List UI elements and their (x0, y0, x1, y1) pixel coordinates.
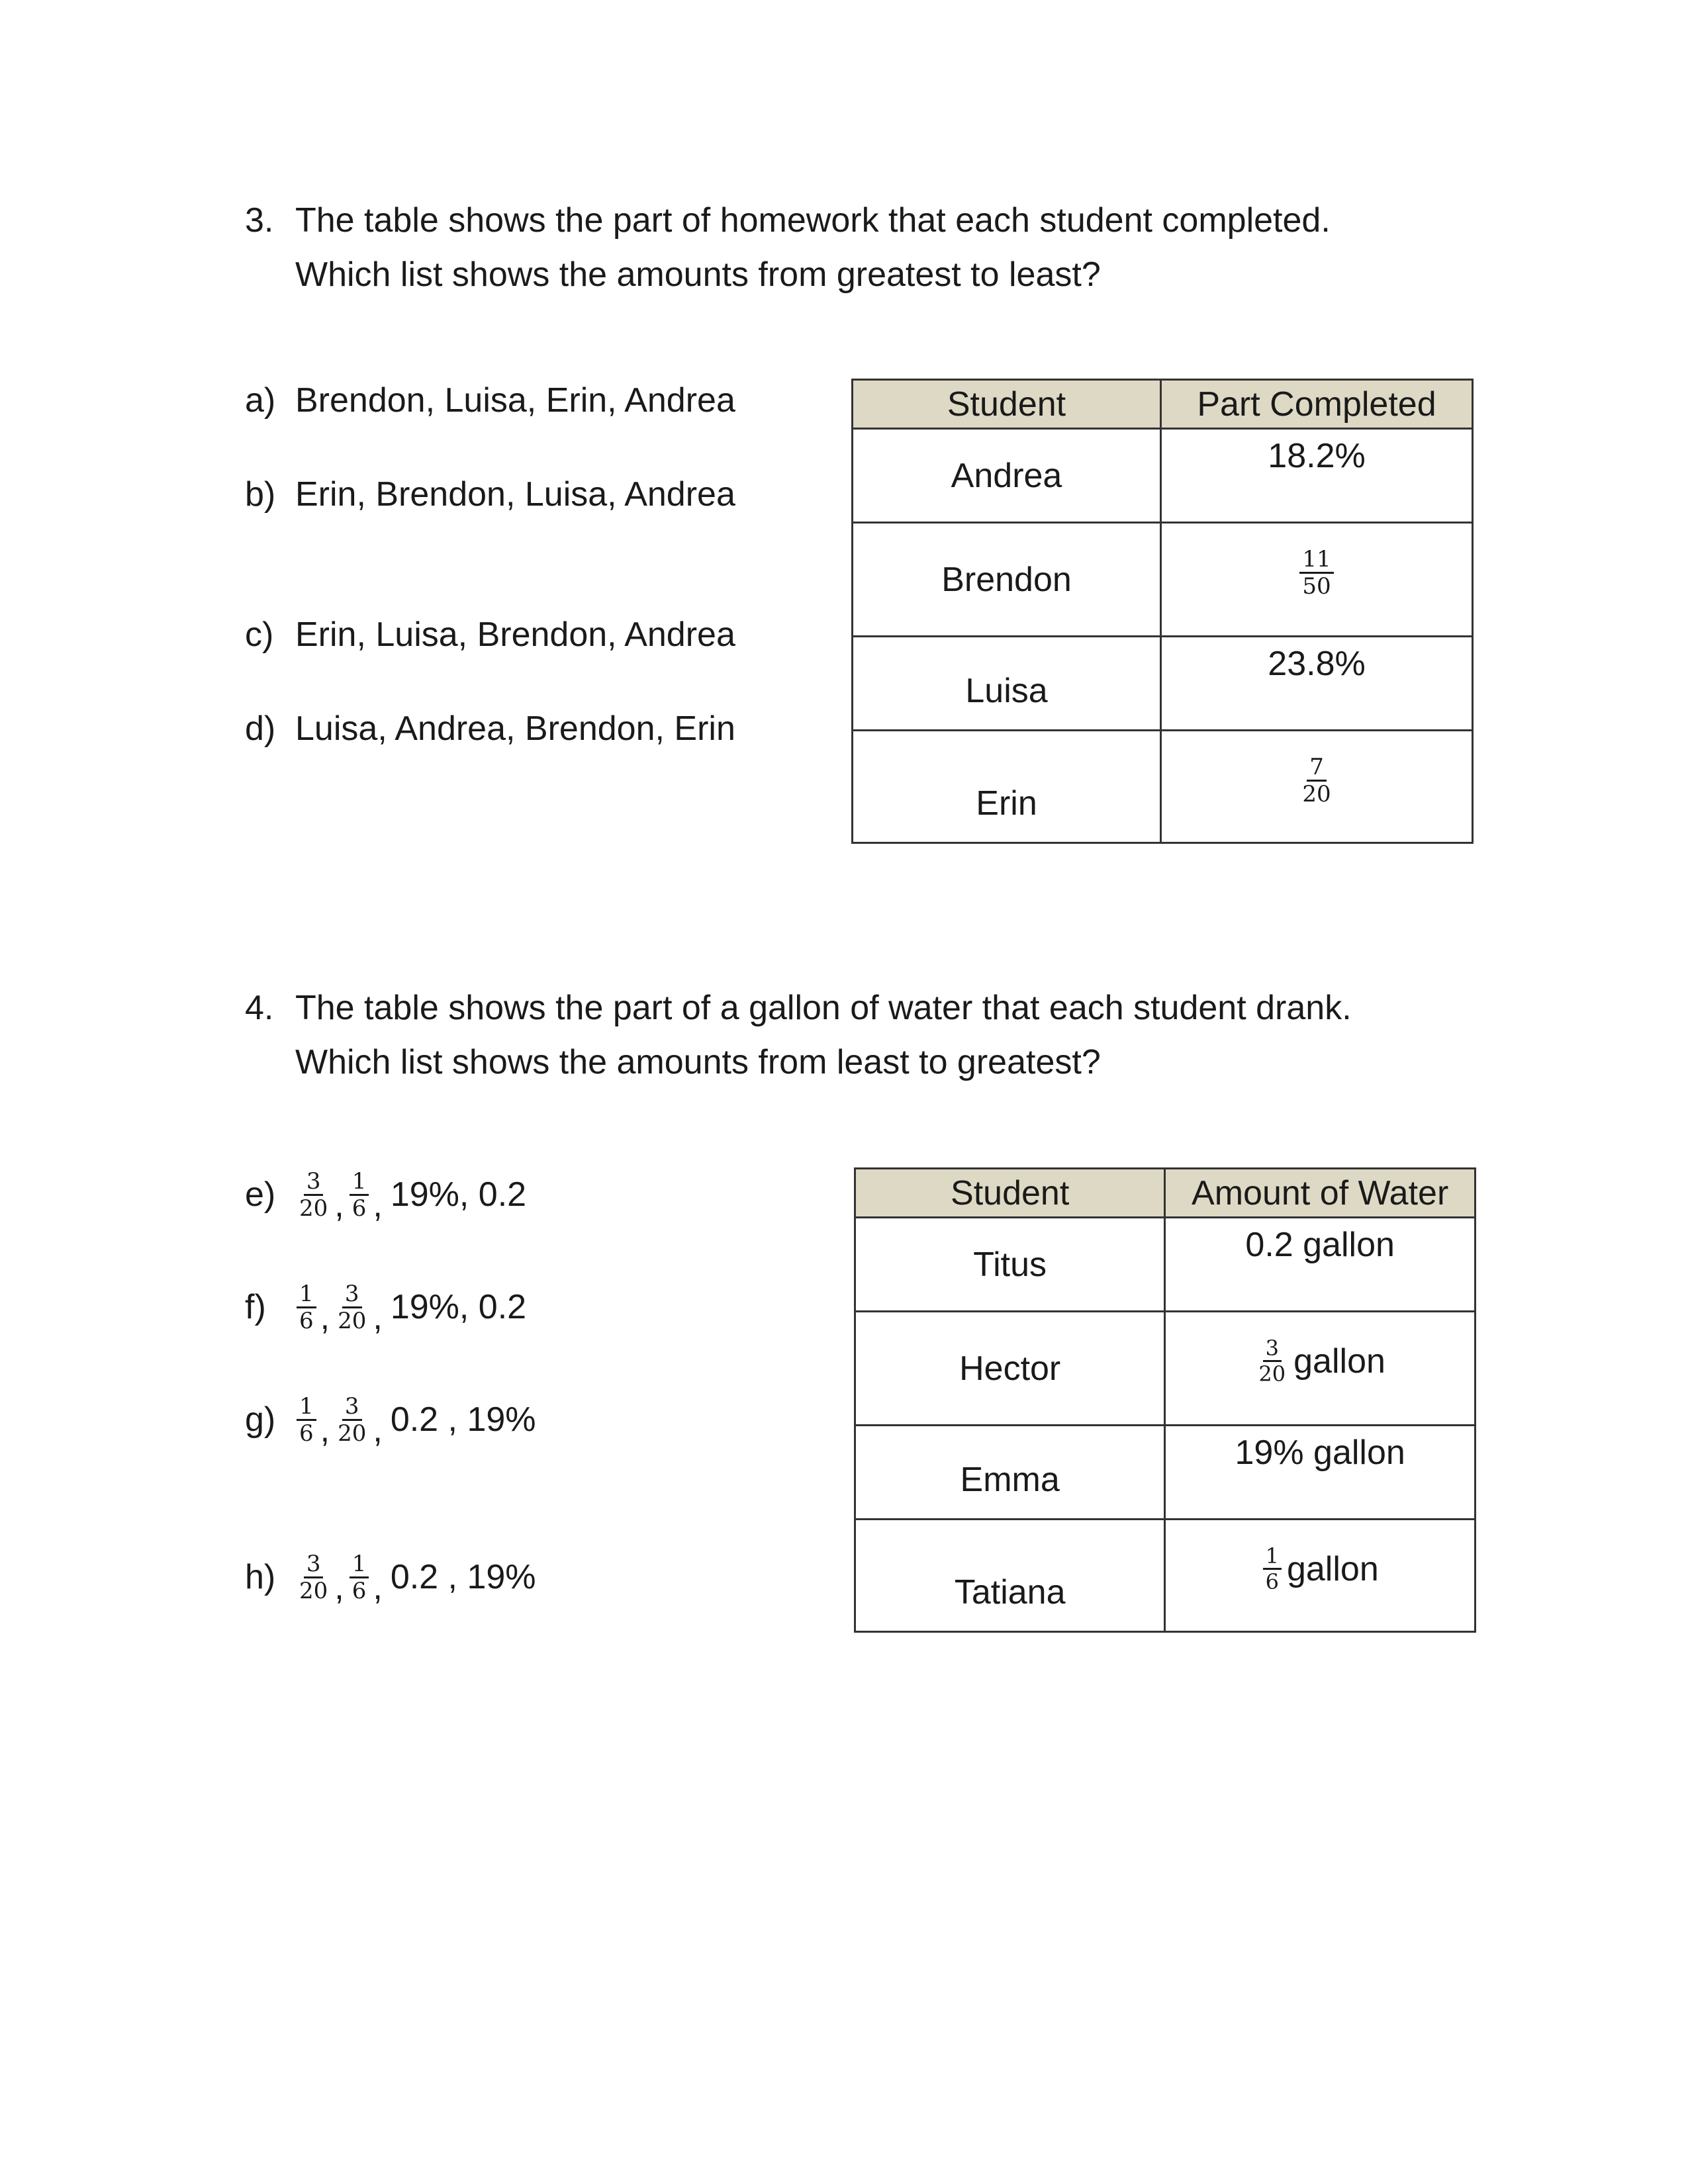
denominator: 20 (299, 1195, 328, 1222)
denominator: 20 (338, 1420, 367, 1447)
fraction (350, 1551, 369, 1604)
fraction (1299, 547, 1333, 599)
separator: , (334, 1186, 344, 1224)
denominator: 20 (299, 1577, 328, 1604)
choice-letter: g) (245, 1400, 276, 1439)
denominator: 6 (352, 1577, 367, 1604)
fraction (297, 1169, 330, 1221)
denominator: 20 (338, 1307, 367, 1334)
question-number: 3. (245, 201, 274, 240)
table-row (853, 731, 1473, 843)
choice-letter: f) (245, 1288, 266, 1326)
student-name: Tatiana (855, 1520, 1165, 1632)
denominator: 20 (1302, 781, 1331, 807)
choice-letter: h) (245, 1558, 276, 1596)
numerator: 1 (1263, 1544, 1282, 1570)
amount-value: 0.2 gallon (1165, 1218, 1476, 1312)
header-student: Student (855, 1169, 1165, 1218)
part-value (1161, 523, 1473, 637)
choice-text: Erin, Luisa, Brendon, Andrea (295, 615, 735, 654)
unit: gallon (1293, 1342, 1385, 1381)
denominator: 6 (1265, 1569, 1279, 1594)
table-row (855, 1426, 1476, 1520)
fraction (297, 1281, 316, 1334)
separator: , (334, 1569, 344, 1607)
student-name: Hector (855, 1312, 1165, 1426)
amount-value (1165, 1312, 1476, 1426)
numerator: 11 (1299, 547, 1333, 574)
choice-values (295, 1271, 526, 1343)
choice-tail: 0.2 , 19% (390, 1558, 536, 1596)
numerator: 1 (297, 1394, 316, 1421)
denominator: 6 (299, 1420, 314, 1447)
table-row (853, 523, 1473, 637)
fraction-with-unit (1254, 1336, 1385, 1386)
numerator: 3 (1263, 1336, 1282, 1362)
table-row (855, 1520, 1476, 1632)
choice-values (295, 1541, 536, 1614)
question-text-line-1: The table shows the part of a gallon of water that each student drank. (295, 989, 1352, 1027)
unit: gallon (1286, 1549, 1379, 1588)
choice-values (295, 1158, 526, 1231)
choice-tail: 0.2 , 19% (390, 1400, 536, 1439)
fraction (297, 1551, 330, 1604)
part-value (1161, 731, 1473, 843)
separator: , (373, 1411, 383, 1449)
fraction (1299, 754, 1333, 807)
choice-tail: 19%, 0.2 (390, 1288, 527, 1326)
choice-values (295, 1383, 536, 1456)
separator: , (320, 1298, 330, 1337)
numerator: 7 (1307, 754, 1327, 782)
table-row (853, 429, 1473, 523)
question-text-line-2: Which list shows the amounts from least to greatest? (295, 1043, 1101, 1081)
part-value: 23.8% (1161, 637, 1473, 731)
water-table (854, 1167, 1476, 1633)
student-name: Emma (855, 1426, 1165, 1520)
question-number: 4. (245, 989, 274, 1027)
table-row (855, 1312, 1476, 1426)
denominator: 6 (352, 1195, 367, 1222)
table-row (855, 1218, 1476, 1312)
fraction (350, 1169, 369, 1221)
homework-table (851, 379, 1474, 844)
student-name: Brendon (853, 523, 1161, 637)
choice-text: Erin, Brendon, Luisa, Andrea (295, 475, 735, 514)
numerator: 3 (304, 1169, 324, 1196)
separator: , (373, 1186, 383, 1224)
choice-letter: e) (245, 1175, 276, 1214)
numerator: 1 (297, 1281, 316, 1308)
header-amount-of-water: Amount of Water (1165, 1169, 1476, 1218)
question-text-line-2: Which list shows the amounts from greatest to least? (295, 255, 1101, 294)
choice-letter: c) (245, 615, 274, 654)
student-name: Luisa (853, 637, 1161, 731)
header-part-completed: Part Completed (1161, 380, 1473, 429)
student-name: Erin (853, 731, 1161, 843)
separator: , (373, 1569, 383, 1607)
separator: , (373, 1298, 383, 1337)
table-row (853, 637, 1473, 731)
numerator: 3 (304, 1551, 324, 1578)
choice-tail: 19%, 0.2 (390, 1175, 527, 1214)
numerator: 3 (342, 1281, 362, 1308)
question-text-line-1: The table shows the part of homework that each student completed. (295, 201, 1331, 240)
fraction (297, 1394, 316, 1446)
student-name: Andrea (853, 429, 1161, 523)
choice-letter: a) (245, 381, 276, 420)
fraction (1256, 1336, 1288, 1386)
fraction (335, 1394, 369, 1446)
fraction (335, 1281, 369, 1334)
numerator: 1 (350, 1169, 369, 1196)
numerator: 1 (350, 1551, 369, 1578)
choice-text: Luisa, Andrea, Brendon, Erin (295, 709, 735, 748)
amount-value: 19% gallon (1165, 1426, 1476, 1520)
fraction-with-unit (1262, 1544, 1379, 1594)
denominator: 50 (1302, 573, 1331, 600)
fraction (1263, 1544, 1282, 1594)
denominator: 20 (1258, 1361, 1286, 1387)
part-value: 18.2% (1161, 429, 1473, 523)
amount-value (1165, 1520, 1476, 1632)
separator: , (320, 1411, 330, 1449)
student-name: Titus (855, 1218, 1165, 1312)
choice-letter: b) (245, 475, 276, 514)
choice-text: Brendon, Luisa, Erin, Andrea (295, 381, 735, 420)
denominator: 6 (299, 1307, 314, 1334)
numerator: 3 (342, 1394, 362, 1421)
header-student: Student (853, 380, 1161, 429)
choice-letter: d) (245, 709, 276, 748)
